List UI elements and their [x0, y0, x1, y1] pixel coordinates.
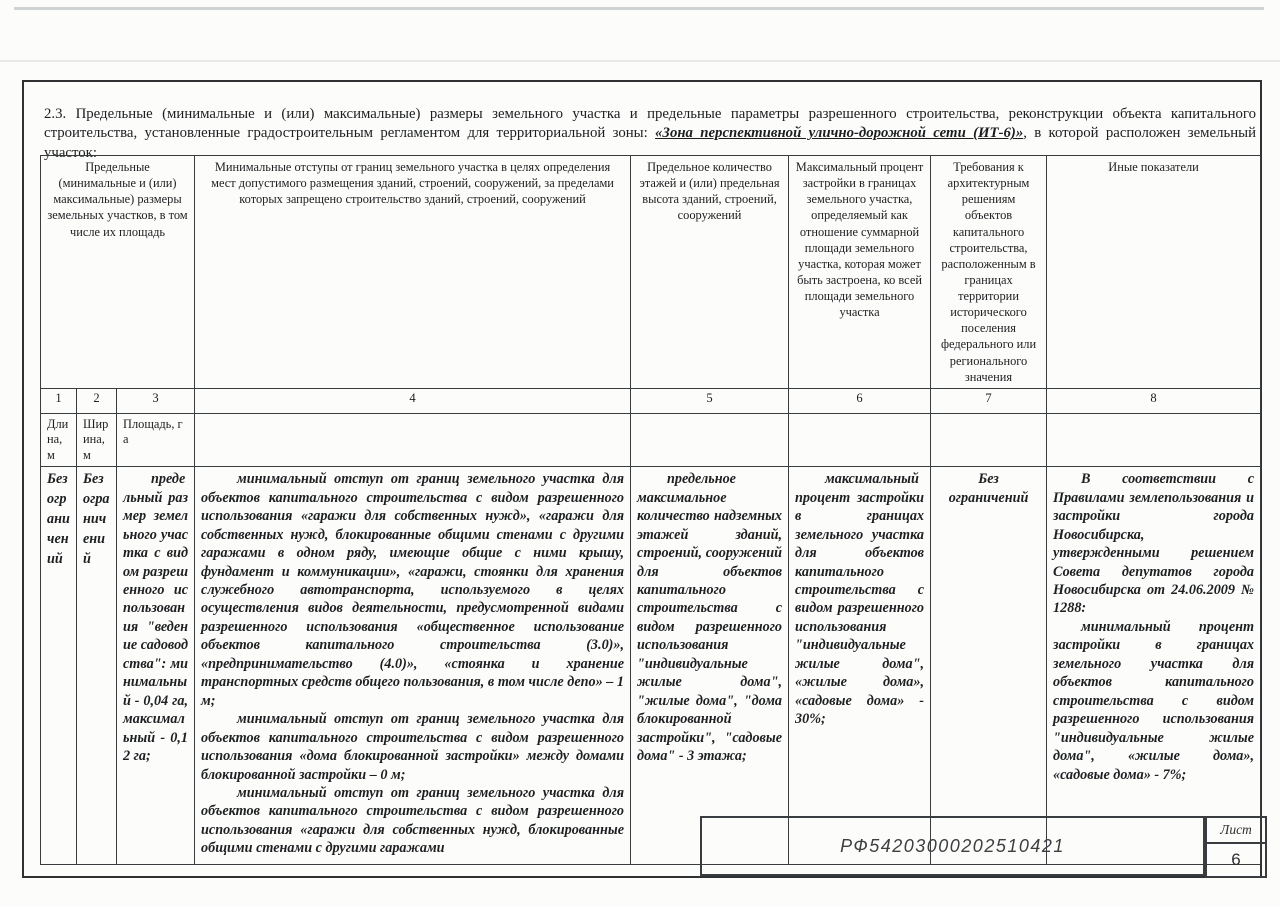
- col-number-4: 4: [195, 388, 631, 413]
- cell-arch-value: Без ограничений: [931, 467, 1047, 865]
- cell-width-value: Без ограничений: [77, 467, 117, 865]
- cell-setbacks-value: [195, 467, 631, 865]
- subheader-empty-7: [931, 413, 1047, 467]
- subheader-row: [41, 413, 1261, 467]
- cell-area-value: [117, 467, 195, 865]
- cell-floors-value: [631, 467, 789, 865]
- cell-percent-value: [789, 467, 931, 865]
- sheet-number: 6: [1231, 850, 1241, 869]
- intro-text-suffix: , в которой расположен земельный участок:: [44, 125, 1256, 162]
- header-max-build-percent: Максимальный процент застройки в границах земельного участка, определяемый как отношение суммарной площади земельного участка, которая может быть застроена, ко всей площади земельного участка: [789, 156, 931, 389]
- setback-paragraph-3: минимальный отступ от границ земельного участка для объектов капитального строительства с видом разрешенного использования «гаражи для собственных нужд, блокированные общими стенами с другими гаражами: [201, 784, 625, 857]
- other-paragraph-2: минимальный процент застройки в границах земельного участка для объектов капитального строительства с видом разрешенного использования "индивидуальные жилые дома", «жилые дома», «садовые дома» - 7%;: [1053, 618, 1255, 783]
- header-min-setbacks: Минимальные отступы от границ земельного участка в целях определения мест допустимого размещения зданий, строений, сооружений, за пределами которых запрещено строительство зданий, строений, сооружений: [195, 156, 631, 389]
- header-limit-sizes: Предельные (минимальные и (или) максимальные) размеры земельных участков, в том числе их площадь: [41, 156, 195, 389]
- col-number-6: 6: [789, 388, 931, 413]
- sheet-label-box: [1205, 816, 1267, 844]
- limits-parameters-table: [40, 155, 1261, 865]
- registration-number: РФ54203000202510421: [840, 835, 1065, 856]
- cell-length-value: Без ограничений: [41, 467, 77, 865]
- area-text: предельный размер земельного участка с видом разрешенного использования "ведение садоводства": минимальный - 0,04 га, максимальный - 0,12 га;: [123, 471, 189, 765]
- subheader-empty-5: [631, 413, 789, 467]
- subheader-length: Длина, м: [41, 413, 77, 467]
- other-paragraph-1: В соответствии с Правилами землепользования и застройки города Новосибирска, утвержденными решением Совета депутатов города Новосибирска от 24.06.2009 № 1288:: [1053, 471, 1255, 617]
- col-number-3: 3: [117, 388, 195, 413]
- registration-number-box: [700, 816, 1205, 876]
- percent-text: максимальный процент застройки в границах земельного участка для объектов капитального строительства с видом разрешенного использования "индивидуальные жилые дома", «жилые дома», «садовые дома» - 30%;: [795, 471, 925, 728]
- col-number-7: 7: [931, 388, 1047, 413]
- setback-paragraph-1: минимальный отступ от границ земельного участка для объектов капитального строительства с видом разрешенного использования «гаражи для собственных нужд», «гаражи для собственных нужд, блокированные общими стенами с другими гаражами в одном ряду, имеющие общие с ними крышу, фундамент и коммуникации», «гаражи, стоянки для хранения служебного автотранспорта, используемого в целях осуществления видов деятельности, предусмотренной видами разрешенного использования «общественное использование объектов капитального строительства (3.0)», «предпринимательство (4.0)», «стоянка и хранение транспортных средств общего пользования, в том числе депо» – 1 м;: [201, 471, 625, 709]
- col-number-8: 8: [1047, 388, 1261, 413]
- floors-text: предельное максимальное количество надземных этажей зданий, строений, сооружений для объектов капитального строительства с видом разрешенного использования "индивидуальные жилые дома", "жилые дома", "дома блокированной застройки", "садовые дома" - 3 этажа;: [637, 471, 783, 765]
- col-number-1: 1: [41, 388, 77, 413]
- header-max-floors: Предельное количество этажей и (или) предельная высота зданий, строений, сооружений: [631, 156, 789, 389]
- table-header-row: [41, 156, 1261, 389]
- subheader-empty-6: [789, 413, 931, 467]
- data-row: [41, 467, 1261, 865]
- col-number-2: 2: [77, 388, 117, 413]
- territorial-zone-name: «Зона перспективной улично-дорожной сети (ИТ-6)»: [655, 125, 1024, 142]
- sheet-number-box: [1205, 842, 1267, 878]
- header-other-indicators: Иные показатели: [1047, 156, 1261, 389]
- scan-fold-line: [0, 60, 1280, 62]
- sheet-label: Лист: [1220, 822, 1252, 837]
- scan-artifact-top-line: [14, 7, 1264, 10]
- subheader-width: Ширина, м: [77, 413, 117, 467]
- col-number-5: 5: [631, 388, 789, 413]
- column-number-row: [41, 388, 1261, 413]
- setback-paragraph-2: минимальный отступ от границ земельного участка для объектов капитального строительства с видом разрешенного использования «дома блокированной застройки» между домами блокированной застройки – 0 м;: [201, 711, 625, 783]
- subheader-area: Площадь, га: [117, 413, 195, 467]
- intro-text-prefix: 2.3. Предельные (минимальные и (или) максимальные) размеры земельного участка и предельные параметры разрешенного строительства, реконструкции объекта капитального строительства, установленные градостроительным регламентом для территориальной зоны:: [44, 105, 1256, 142]
- cell-other-value: [1047, 467, 1261, 865]
- header-arch-requirements: Требования к архитектурным решениям объектов капитального строительства, расположенным в границах территории исторического поселения федерального или регионального значения: [931, 156, 1047, 389]
- subheader-empty-4: [195, 413, 631, 467]
- subheader-empty-8: [1047, 413, 1261, 467]
